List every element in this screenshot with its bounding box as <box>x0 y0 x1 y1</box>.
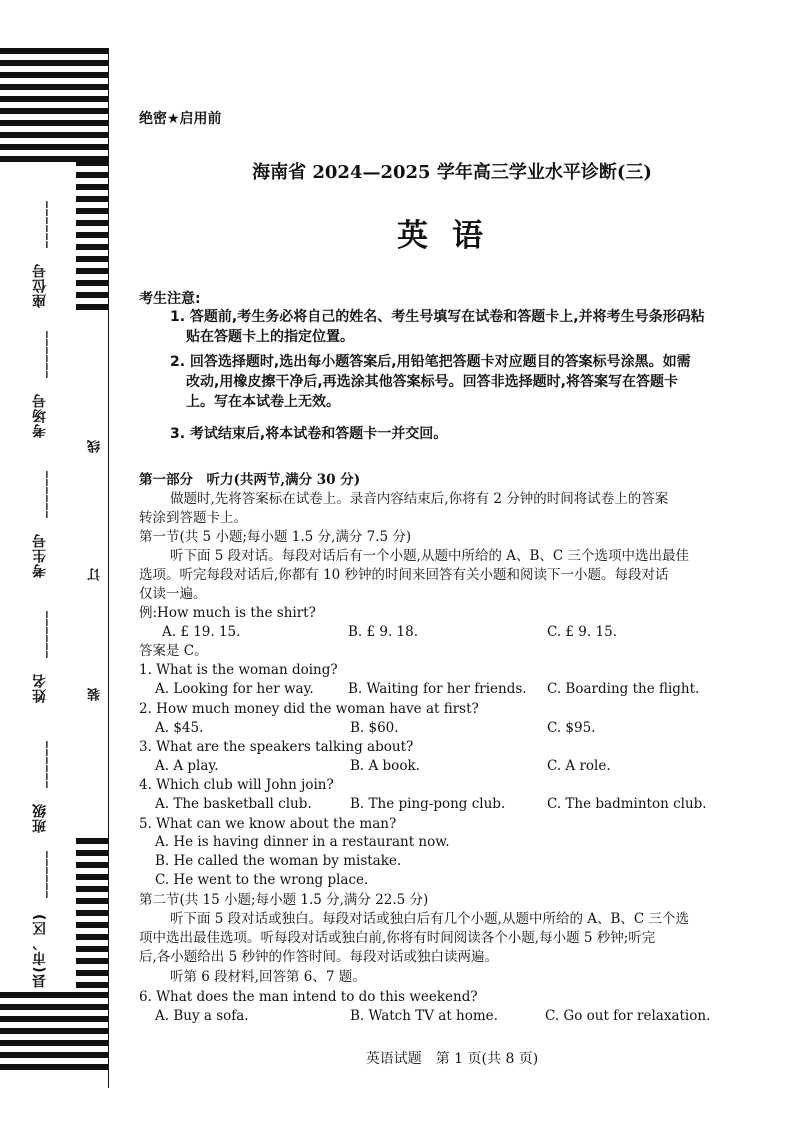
part1-heading: 第一部分 听力(共两节,满分 30 分) <box>139 472 361 488</box>
q1-option-b: B. Waiting for her friends. <box>348 681 527 697</box>
margin-field-seat: 座位号 ______ <box>32 200 48 308</box>
binding-vertical-line <box>108 48 109 1088</box>
notice-item-2: 2. 回答选择题时,选出每小题答案后,用铅笔把答题卡对应题目的答案标号涂黑。如需 改动,用橡皮擦干净后,再选涂其他答案标号。回答非选择题时,将答案写在答题卡 上。写在本试卷上无效。 <box>170 354 691 410</box>
section1-dir-1: 听下面 5 段对话。每段对话后有一个小题,从题中所给的 A、B、C 三个选项中选出最佳 <box>170 548 690 564</box>
margin-field-county: 县(市、区) ______ <box>32 850 48 988</box>
confidential-mark: 绝密★启用前 <box>139 111 222 127</box>
margin-field-class: 班级 ______ <box>32 740 48 833</box>
q3-option-c: C. A role. <box>547 758 611 774</box>
part1-intro-2: 转涂到答题卡上。 <box>139 510 247 526</box>
q2-option-a: A. $45. <box>155 720 204 736</box>
q2-option-c: C. $95. <box>547 720 596 736</box>
page-footer: 英语试题 第 1 页(共 8 页) <box>365 1051 539 1067</box>
binding-barcode-right-lower <box>76 838 108 998</box>
section2-dir-1: 听下面 5 段对话或独白。每段对话或独白后有几个小题,从题中所给的 A、B、C 三个选 <box>170 911 690 927</box>
question-5: 5. What can we know about the man? <box>139 816 397 832</box>
q4-option-b: B. The ping-pong club. <box>350 796 506 812</box>
section1-dir-2: 选项。听完每段对话后,你都有 10 秒钟的时间来回答有关小题和阅读下一小题。每段对话 <box>139 567 669 583</box>
margin-field-room: 考场号 ______ <box>32 330 48 438</box>
q5-option-c: C. He went to the wrong place. <box>155 872 369 888</box>
question-1: 1. What is the woman doing? <box>139 662 338 678</box>
binding-word-bind: 装 <box>88 688 103 701</box>
part1-intro-1: 做题时,先将答案标在试卷上。录音内容结束后,你将有 2 分钟的时间将试卷上的答案 <box>170 491 669 507</box>
q3-option-b: B. A book. <box>350 758 420 774</box>
section1-dir-3: 仅读一遍。 <box>139 586 207 602</box>
example-answer: 答案是 C。 <box>139 643 208 659</box>
question-3: 3. What are the speakers talking about? <box>139 739 414 755</box>
q6-option-b: B. Watch TV at home. <box>350 1008 498 1024</box>
q5-option-b: B. He called the woman by mistake. <box>155 853 402 869</box>
binding-word-line: 线 <box>88 440 103 453</box>
q1-option-a: A. Looking for her way. <box>155 681 314 697</box>
q2-option-b: B. $60. <box>350 720 399 736</box>
example-option-b: B. £ 9. 18. <box>348 624 419 640</box>
subject-title: 英语 <box>397 218 507 254</box>
example-option-a: A. £ 19. 15. <box>162 624 241 640</box>
example-question: 例:How much is the shirt? <box>139 605 316 621</box>
section2-heading: 第二节(共 15 小题;每小题 1.5 分,满分 22.5 分) <box>139 892 429 908</box>
q1-option-c: C. Boarding the flight. <box>547 681 700 697</box>
question-6: 6. What does the man intend to do this weekend? <box>139 989 478 1005</box>
section2-dir-2: 项中选出最佳选项。听每段对话或独白前,你将有时间阅读各个小题,每小题 5 秒钟;听完 <box>139 930 656 946</box>
notice-item-3: 3. 考试结束后,将本试卷和答题卡一并交回。 <box>170 426 448 442</box>
notice-item-1: 1. 答题前,考生务必将自己的姓名、考生号填写在试卷和答题卡上,并将考生号条形码粘 贴在答题卡上的指定位置。 <box>170 309 705 345</box>
binding-word-staple: 订 <box>88 568 103 581</box>
question-4: 4. Which club will John join? <box>139 777 334 793</box>
q3-option-a: A. A play. <box>155 758 219 774</box>
section1-heading: 第一节(共 5 小题;每小题 1.5 分,满分 7.5 分) <box>139 529 412 545</box>
q6-option-a: A. Buy a sofa. <box>155 1008 249 1024</box>
q4-option-c: C. The badminton club. <box>547 796 707 812</box>
section2-dir-3: 后,各小题给出 5 秒钟的作答时间。每段对话或独白读两遍。 <box>139 949 498 965</box>
margin-field-name: 姓名 ______ <box>32 610 48 703</box>
material-note: 听第 6 段材料,回答第 6、7 题。 <box>170 969 366 985</box>
binding-barcode-bottom <box>0 992 108 1082</box>
question-2: 2. How much money did the woman have at first? <box>139 701 479 717</box>
q5-option-a: A. He is having dinner in a restaurant now. <box>155 834 450 850</box>
q4-option-a: A. The basketball club. <box>155 796 312 812</box>
notice-title: 考生注意: <box>139 291 201 307</box>
margin-field-student-no: 考生号 ______ <box>32 470 48 578</box>
q6-option-c: C. Go out for relaxation. <box>545 1008 711 1024</box>
example-option-c: C. £ 9. 15. <box>547 624 617 640</box>
exam-title: 海南省 2024—2025 学年高三学业水平诊断(三) <box>252 162 652 183</box>
